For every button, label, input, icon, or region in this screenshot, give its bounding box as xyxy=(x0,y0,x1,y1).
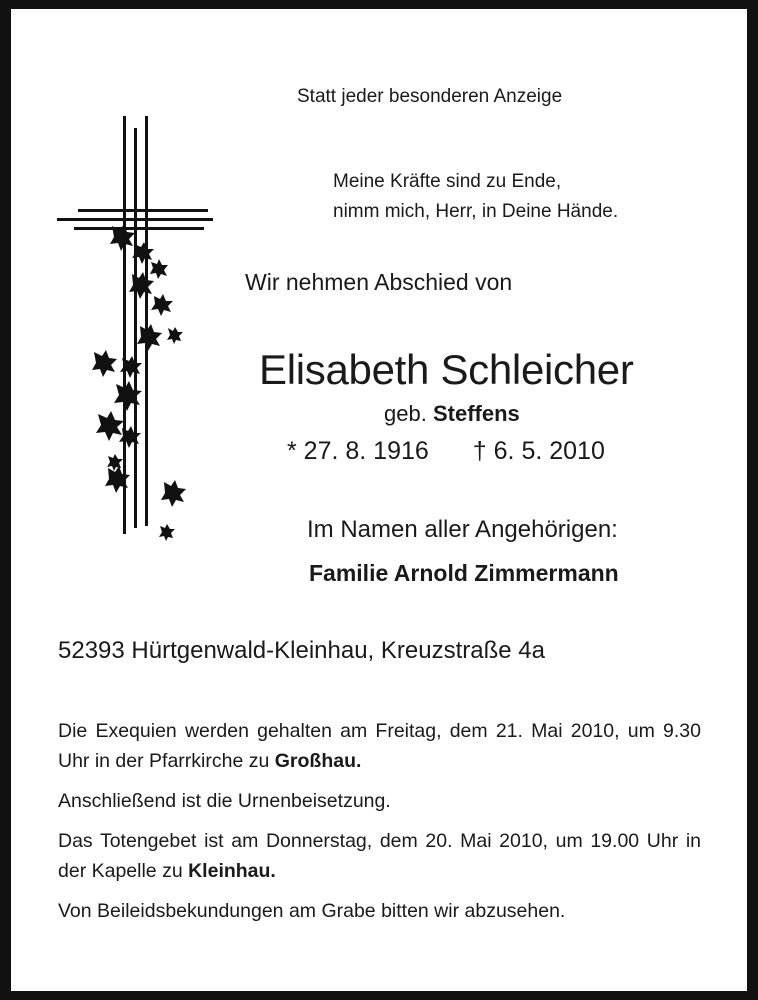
death-date: † 6. 5. 2010 xyxy=(472,437,605,465)
header-note: Statt jeder besonderen Anzeige xyxy=(297,86,563,107)
exequien-place: Großhau. xyxy=(274,750,362,772)
farewell-intro: Wir nehmen Abschied von xyxy=(245,269,513,295)
maiden-name-line xyxy=(384,401,520,427)
birth-date: * 27. 8. 1916 xyxy=(287,437,429,465)
signoff: Im Namen aller Angehörigen: xyxy=(307,516,618,543)
condolences-notice: Von Beileidsbekundungen am Grabe bitten wir abzusehen. xyxy=(58,900,566,922)
exequien-text: Die Exequien werden gehalten am Freitag, dem 21. Mai 2010, um 9.30 Uhr in der Pfarrkirche zu xyxy=(58,720,701,772)
urn-notice: Anschließend ist die Urnenbeisetzung. xyxy=(58,790,391,812)
maiden-prefix: geb. xyxy=(384,401,427,426)
exequien-notice xyxy=(58,716,701,776)
prayer-place: Kleinhau. xyxy=(188,860,276,882)
poem xyxy=(333,167,618,227)
cross-with-ivy-icon xyxy=(54,116,219,546)
prayer-notice xyxy=(58,826,701,886)
poem-line-1: Meine Kräfte sind zu Ende, xyxy=(333,171,562,192)
maiden-name: Steffens xyxy=(432,401,520,426)
prayer-text: Das Totengebet ist am Donnerstag, dem 20. Mai 2010, um 19.00 Uhr in der Kapelle zu xyxy=(58,830,701,882)
address: 52393 Hürtgenwald-Kleinhau, Kreuzstraße 4a xyxy=(58,637,545,664)
family-name: Familie Arnold Zimmermann xyxy=(309,560,619,586)
poem-line-2: nimm mich, Herr, in Deine Hände. xyxy=(333,201,619,222)
deceased-name: Elisabeth Schleicher xyxy=(259,346,634,393)
life-dates xyxy=(287,437,605,466)
